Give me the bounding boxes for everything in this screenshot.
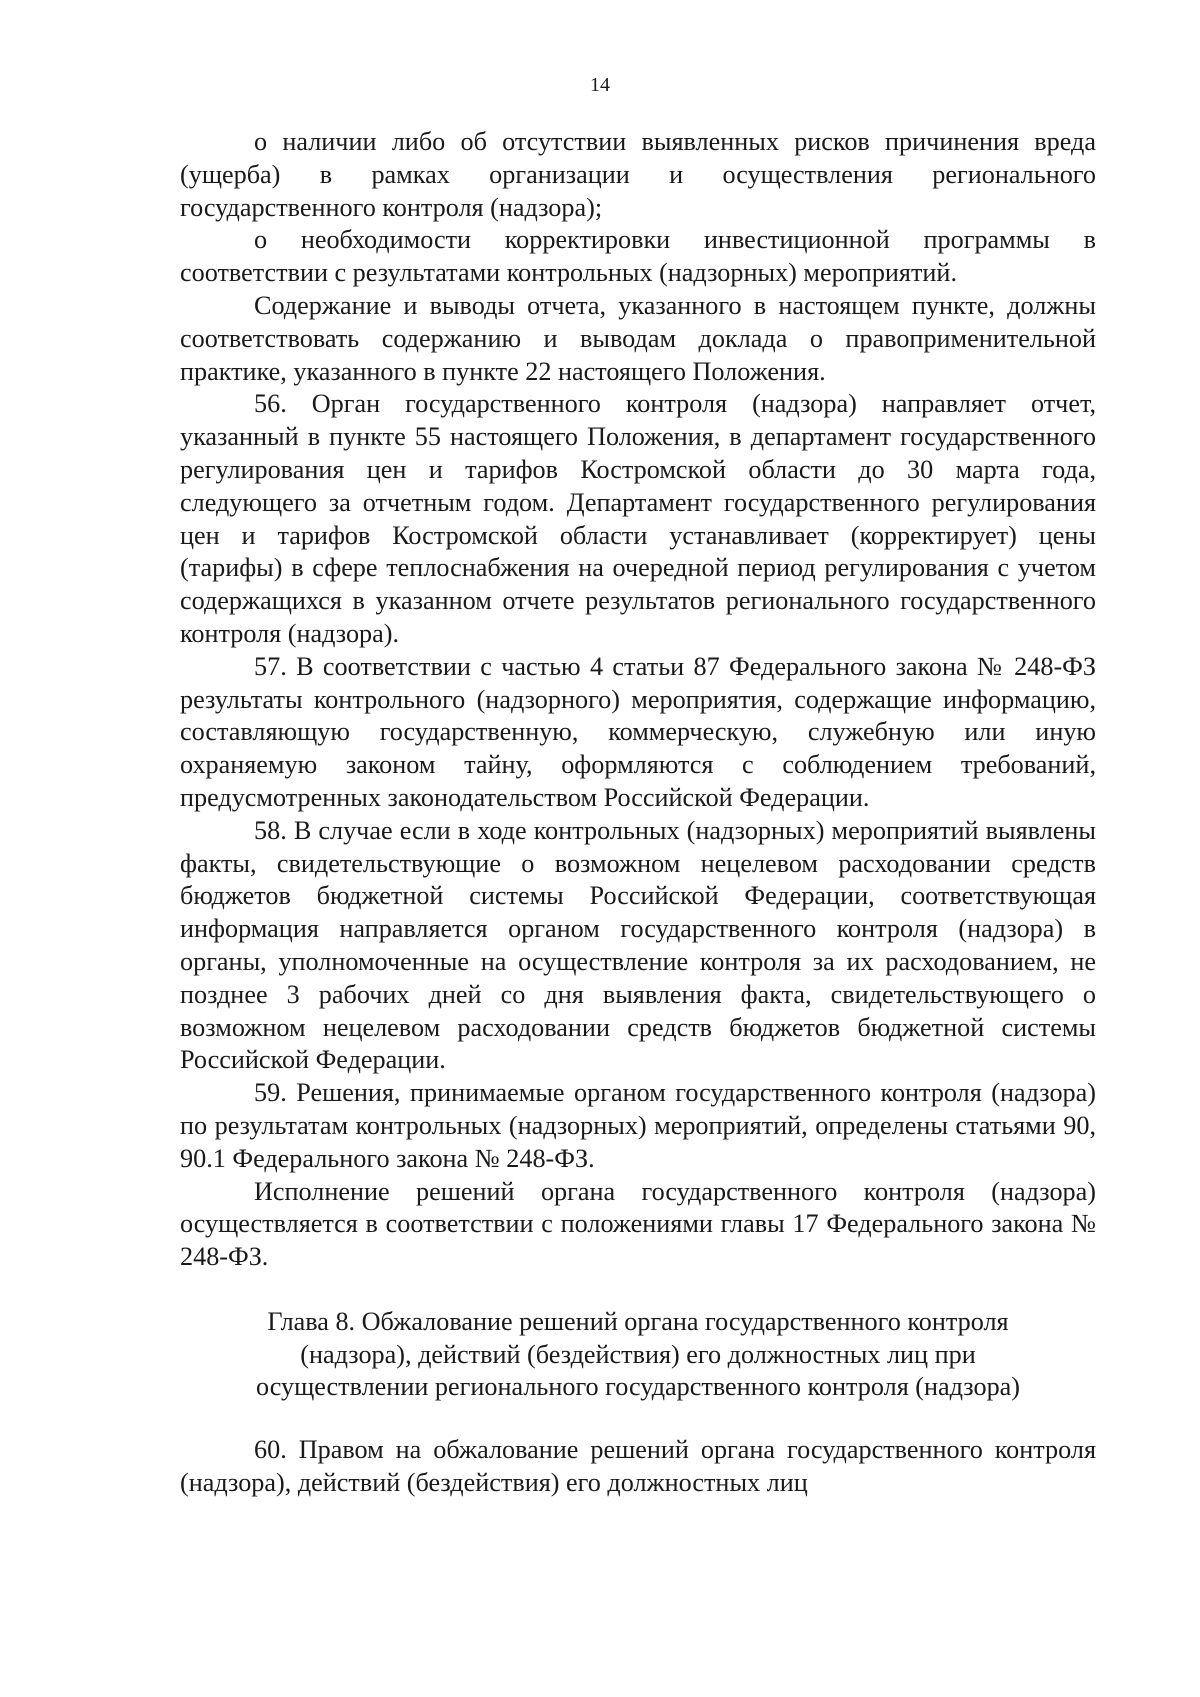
paragraph-56: 56. Орган государственного контроля (надзора) направляет отчет, указанный в пункте 55 настоящего Положения, в департамент государственного регулирования цен и тарифов Костромской области до 30 марта года, следующего за отчетным годом. Департамент государственного регулирования цен и тарифов Костромской области устанавливает (корректирует) цены (тарифы) в сфере теплоснабжения на очередной период регулирования с учетом содержащихся в указанном отчете результатов регионального государственного контроля (надзора). [180,389,1096,648]
paragraph-59: 59. Решения, принимаемые органом государственного контроля (надзора) по результатам контрольных (надзорных) мероприятий, определены статьями 90, 90.1 Федерального закона № 248-ФЗ. [180,1078,1096,1173]
page-number: 14 [590,74,610,96]
document-body [180,126,1096,1500]
paragraph-investment-program: о необходимости корректировки инвестиционной программы в соответствии с результатами контрольных (надзорных) мероприятий. [180,225,1096,288]
paragraph-60: 60. Правом на обжалование решений органа государственного контроля (надзора), действий (бездействия) его должностных лиц [180,1435,1096,1498]
chapter-heading: Глава 8. Обжалование решений органа государственного контроля (надзора), действий (бездействия) его должностных лиц при осуществлении регионального государственного контроля (надзора) [255,1306,1021,1402]
paragraph-report-content: Содержание и выводы отчета, указанного в настоящем пункте, должны соответствовать содержанию и выводам доклада о правоприменительной практике, указанного в пункте 22 настоящего Положения. [180,290,1096,386]
paragraph-58: 58. В случае если в ходе контрольных (надзорных) мероприятий выявлены факты, свидетельствующие о возможном нецелевом расходовании средств бюджетов бюджетной системы Российской Федерации, соответствующая информация направляется органом государственного контроля (надзора) в органы, уполномоченные на осуществление контроля за их расходованием, не позднее 3 рабочих дней со дня выявления факта, свидетельствующего о возможном нецелевом расходовании средств бюджетов бюджетной системы Российской Федерации. [180,815,1096,1075]
paragraph-decision-execution: Исполнение решений органа государственного контроля (надзора) осуществляется в соответствии с положениями главы 17 Федерального закона № 248-ФЗ. [180,1176,1096,1272]
paragraph-risks: о наличии либо об отсутствии выявленных рисков причинения вреда (ущерба) в рамках организации и осуществления регионального государственного контроля (надзора); [180,127,1096,222]
paragraph-57: 57. В соответствии с частью 4 статьи 87 Федерального закона № 248-ФЗ результаты контрольного (надзорного) мероприятия, содержащие информацию, составляющую государственную, коммерческую, служебную или иную охраняемую законом тайну, оформляются с соблюдением требований, предусмотренных законодательством Российской Федерации. [180,651,1096,812]
